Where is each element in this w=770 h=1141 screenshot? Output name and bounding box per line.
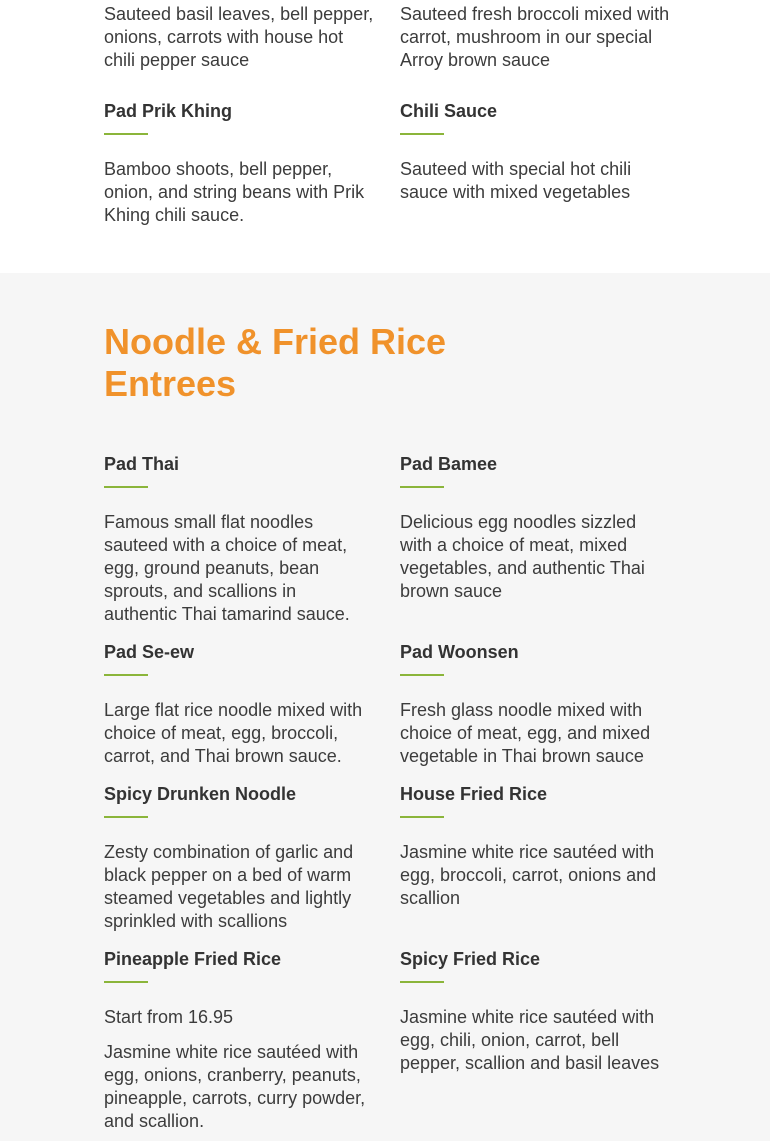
menu-item-desc: Large flat rice noodle mixed with choice of meat, egg, broccoli, carrot, and Thai brown sauce. [104,700,363,766]
menu-item-spicy-drunken-noodle [104,783,374,933]
menu-item-title: Pad Prik Khing [104,101,233,121]
menu-item-desc: Sauteed basil leaves, bell pepper, onions, carrots with house hot chili pepper sauce [104,4,374,70]
title-underline [104,674,148,676]
title-underline [104,486,148,488]
menu-item-desc: Jasmine white rice sautéed with egg, chili, onion, carrot, bell pepper, scallion and basil leaves [400,1007,660,1073]
title-underline [104,816,148,818]
menu-item-desc: Fresh glass noodle mixed with choice of meat, egg, and mixed vegetable in Thai brown sauce [400,700,651,766]
menu-item-pad-bamee [400,453,670,603]
menu-item-pad-prik-khing [104,100,374,227]
menu-item-title: Pad Bamee [400,454,498,474]
menu-item-desc: Zesty combination of garlic and black pepper on a bed of warm steamed vegetables and lightly sprinkled with scallions [104,842,354,931]
title-underline [400,981,444,983]
menu-item-title: Spicy Fried Rice [400,949,541,969]
title-underline [400,486,444,488]
menu-item-desc: Delicious egg noodles sizzled with a choice of meat, mixed vegetables, and authentic Thai brown sauce [400,512,645,601]
menu-item-desc: Jasmine white rice sautéed with egg, onions, cranberry, peanuts, pineapple, carrots, curry powder, and scallion. [104,1042,366,1131]
menu-item-title: Chili Sauce [400,101,498,121]
menu-item-desc: Sauteed fresh broccoli mixed with carrot, mushroom in our special Arroy brown sauce [400,4,670,70]
menu-item-desc: Bamboo shoots, bell pepper, onion, and string beans with Prik Khing chili sauce. [104,159,365,225]
section-title: Noodle & Fried Rice Entrees [104,321,447,404]
menu-item-title: Pad Se-ew [104,642,195,662]
menu-item-spicy-fried-rice [400,948,670,1075]
title-underline [400,133,444,135]
menu-item-title: Pineapple Fried Rice [104,949,282,969]
menu-item-chili-sauce [400,100,670,204]
menu-item-title: Pad Thai [104,454,180,474]
menu-item-title: Pad Woonsen [400,642,519,662]
menu-item-pineapple-fried-rice [104,948,374,1133]
menu-item-pad-thai [104,453,374,626]
top-menu-section [0,0,770,273]
menu-item-desc: Famous small flat noodles sauteed with a choice of meat, egg, ground peanuts, bean sprouts, and scallions in authentic Thai tamarind sauce. [104,512,350,624]
menu-item-title: House Fried Rice [400,784,548,804]
title-underline [104,133,148,135]
menu-item-desc: Sauteed with special hot chili sauce with mixed vegetables [400,159,632,202]
menu-item-title: Spicy Drunken Noodle [104,784,297,804]
menu-item-pad-se-ew [104,641,374,768]
title-underline [400,674,444,676]
menu-item-pad-woonsen [400,641,670,768]
noodle-fried-rice-section [0,273,770,1141]
menu-item-house-fried-rice [400,783,670,910]
title-underline [104,981,148,983]
title-underline [400,816,444,818]
menu-item-desc: Jasmine white rice sautéed with egg, broccoli, carrot, onions and scallion [400,842,657,908]
menu-item-price: Start from 16.95 [104,1007,234,1027]
